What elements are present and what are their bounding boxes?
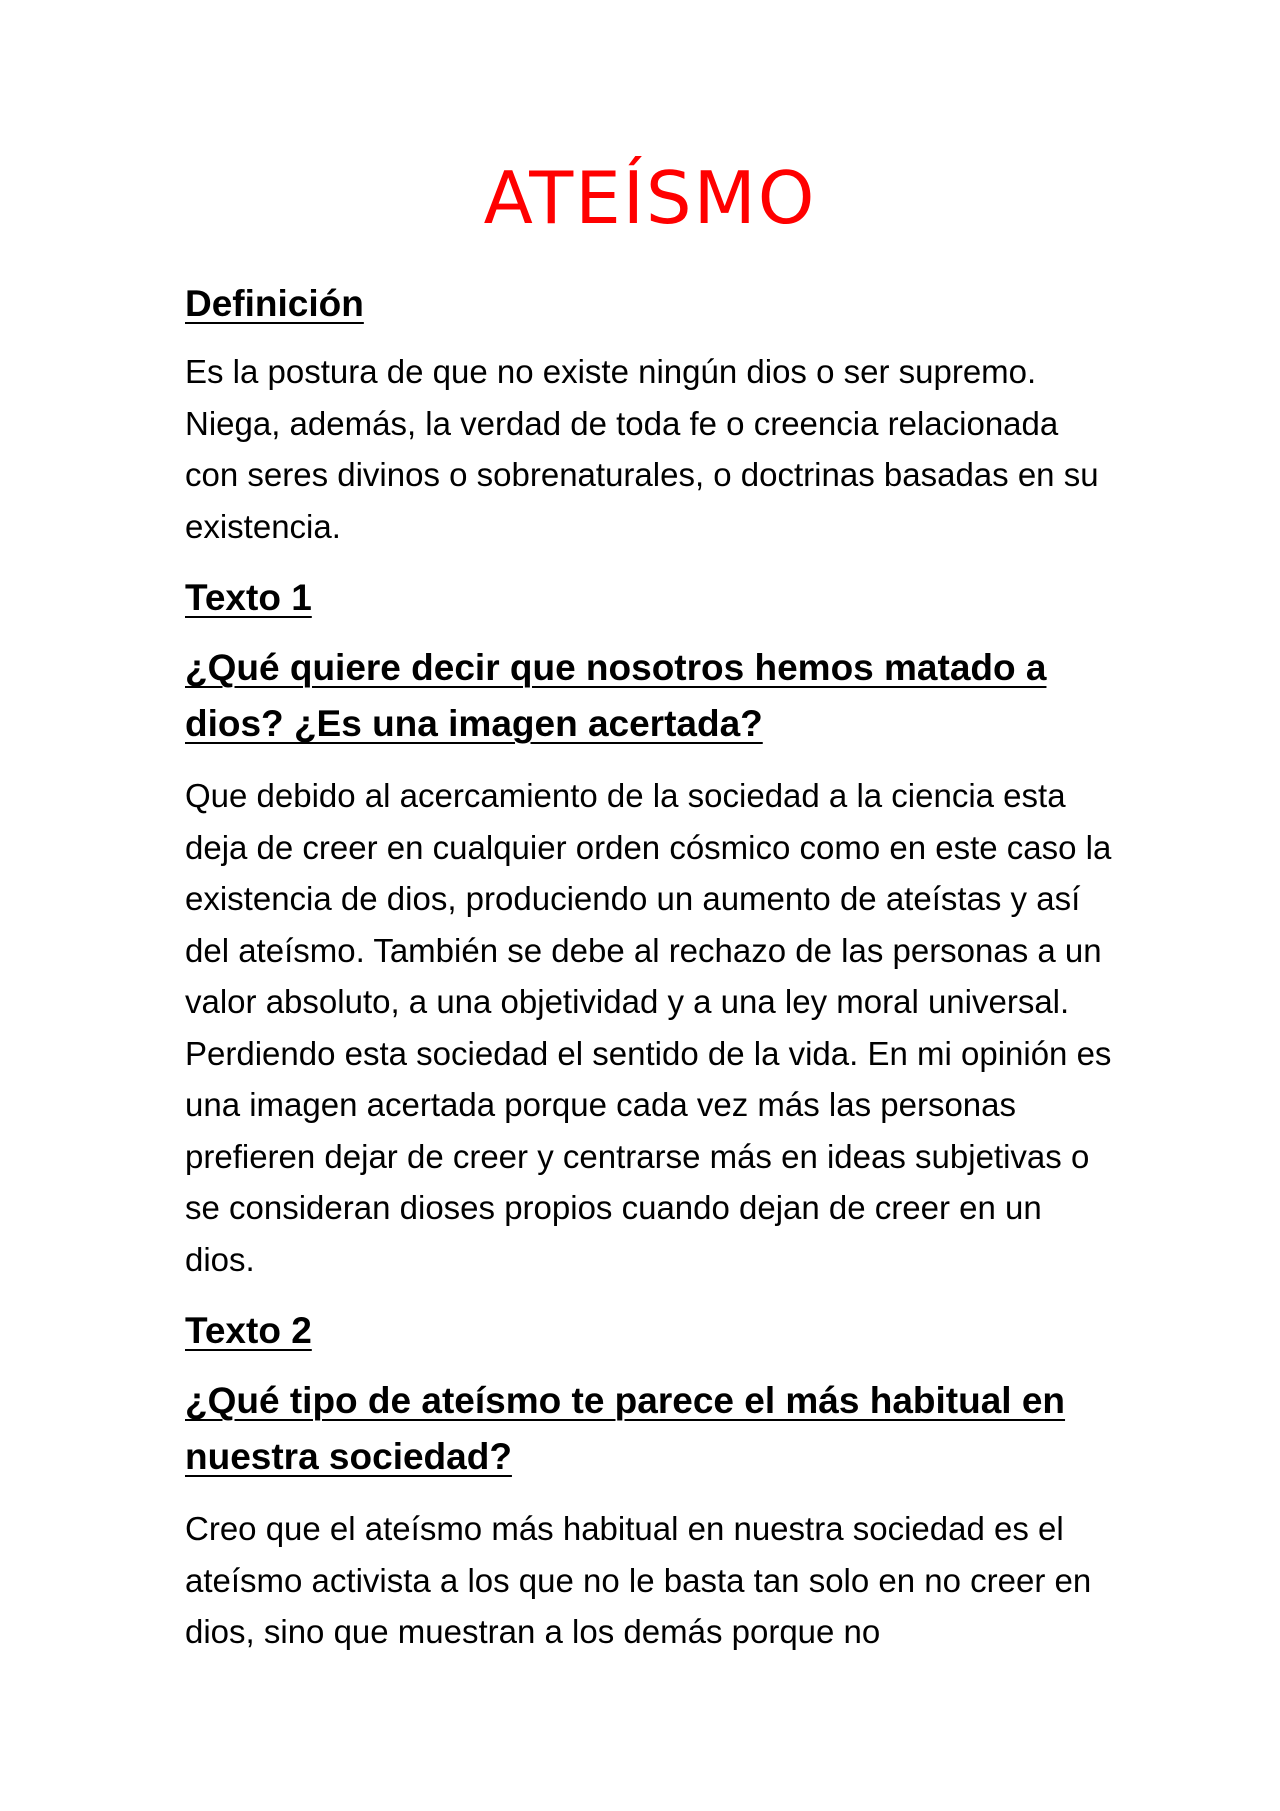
answer-texto-2: Creo que el ateísmo más habitual en nuestra sociedad es el ateísmo activista a los que no le basta tan solo en no creer en dios, sino que muestran a los demás porque no xyxy=(185,1510,1092,1650)
heading-definicion: Definición xyxy=(185,283,364,324)
document-content xyxy=(185,150,1115,1676)
heading-texto-2: Texto 2 xyxy=(185,1310,312,1351)
paragraph-definicion: Es la postura de que no existe ningún dios o ser supremo. Niega, además, la verdad de toda fe o creencia relacionada con seres divinos o sobrenaturales, o doctrinas basadas en su existencia. xyxy=(185,353,1099,545)
answer-texto-1: Que debido al acercamiento de la sociedad a la ciencia esta deja de creer en cualquier orden cósmico como en este caso la existencia de dios, produciendo un aumento de ateístas y así del ateísmo. También se debe al rechazo de las personas a un valor absoluto, a una objetividad y a una ley moral universal. Perdiendo esta sociedad el sentido de la vida. En mi opinión es una imagen acertada porque cada vez más las personas prefieren dejar de creer y centrarse más en ideas subjetivas o se consideran dioses propios cuando dejan de creer en un dios. xyxy=(185,777,1112,1278)
page-title: ATEÍSMO xyxy=(483,156,817,240)
question-texto-2: ¿Qué tipo de ateísmo te parece el más habitual en nuestra sociedad? xyxy=(185,1380,1066,1477)
question-texto-1: ¿Qué quiere decir que nosotros hemos matado a dios? ¿Es una imagen acertada? xyxy=(185,647,1047,744)
heading-texto-1: Texto 1 xyxy=(185,577,312,618)
